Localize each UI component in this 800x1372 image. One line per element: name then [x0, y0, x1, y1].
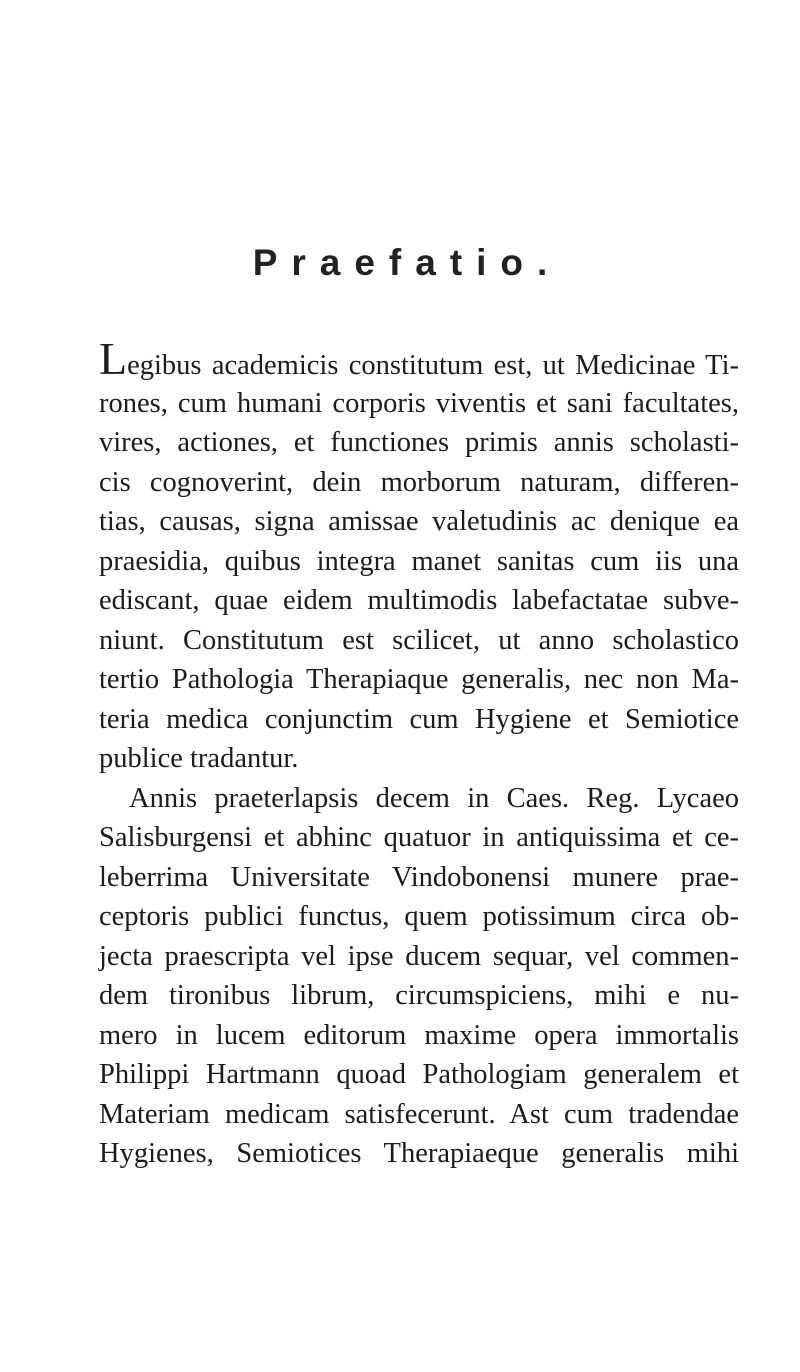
text-line: tias, causas, signa amissae valetudinis ac denique ea — [99, 506, 739, 537]
text-line: Philippi Hartmann quoad Pathologiam generalem et — [99, 1059, 739, 1090]
text-line: praesidia, quibus integra manet sanitas cum iis una — [99, 545, 739, 577]
text-line: dem tironibus librum, circumspiciens, mihi e nu- — [99, 980, 739, 1011]
text-line: teria medica conjunctim cum Hygiene et Semiotice — [99, 703, 739, 735]
text-line: rones, cum humani corporis viventis et sani facultates, — [99, 387, 739, 419]
page-title: Praefatio. — [252, 242, 562, 283]
text-line: vires, actiones, et functiones primis annis scholasti- — [99, 427, 739, 458]
text-line: ediscant, quae eidem multimodis labefactatae subve- — [99, 585, 739, 616]
text-line: Salisburgensi et abhinc quatuor in antiquissima et ce- — [99, 822, 739, 853]
text-line: jecta praescripta vel ipse ducem sequar, vel commen- — [99, 940, 739, 972]
text-line: tertio Pathologia Therapiaque generalis, nec non Ma- — [99, 664, 739, 695]
text-line — [99, 333, 739, 384]
text-line: cis cognoverint, dein morborum naturam, differen- — [99, 466, 739, 498]
text-line-rest: egibus academicis constitutum est, ut Medicinae Ti- — [127, 350, 739, 381]
text-line: niunt. Constitutum est scilicet, ut anno scholastico — [99, 624, 739, 656]
text-line: publice tradantur. — [99, 743, 299, 774]
text-line: Hygienes, Semiotices Therapiaeque generalis mihi — [99, 1138, 739, 1169]
text-line: ceptoris publici functus, quem potissimum circa ob- — [99, 901, 739, 932]
text-line: leberrima Universitate Vindobonensi munere prae- — [99, 861, 739, 893]
text-line: mero in lucem editorum maxime opera immortalis — [99, 1019, 739, 1051]
text-line: Materiam medicam satisfecerunt. Ast cum tradendae — [99, 1098, 739, 1130]
text-line: Annis praeterlapsis decem in Caes. Reg. Lycaeo — [129, 782, 739, 814]
body-text — [99, 333, 739, 1174]
drop-cap: L — [99, 333, 128, 384]
